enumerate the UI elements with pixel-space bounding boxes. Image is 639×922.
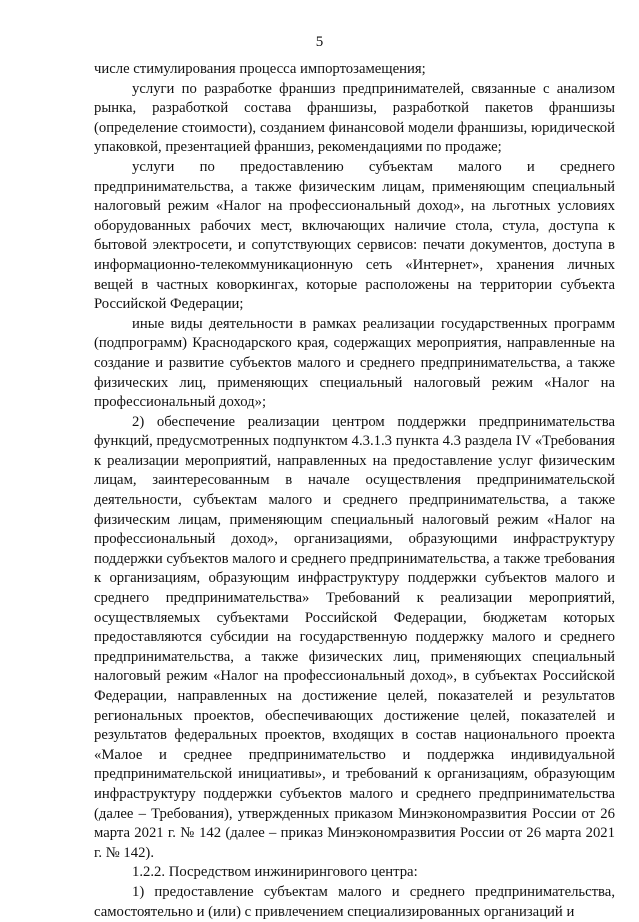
page-number: 5: [315, 34, 324, 50]
document-body: [94, 60, 615, 922]
paragraph: услуги по предоставлению субъектам малого и среднего предпринимательства, а также физическим лицам, применяющим специальный налоговый режим «Налог на профессиональный доход», на льготных условиях оборудованных рабочих мест, включающих наличие стола, стула, доступа к бытовой электросети, и сопутствующих сервисов: печати документов, доступа в информационно-телекоммуникационную сеть «Интернет», хранения личных вещей в частных коворкингах, которые расположены на территории субъекта Российской Федерации;: [94, 158, 615, 313]
paragraph: числе стимулирования процесса импортозамещения;: [94, 61, 426, 77]
paragraph: 1) предоставление субъектам малого и среднего предпринимательства, самостоятельно и (или) с привлечением специализированных организаций и: [94, 883, 615, 920]
paragraph: 2) обеспечение реализации центром поддержки предпринимательства функций, предусмотренных подпунктом 4.3.1.3 пункта 4.3 раздела IV «Требования к реализации мероприятий, направленных на предоставление услуг физическим лицам, заинтересованным в начале осуществления предпринимательской деятельности, субъектам малого и среднего предпринимательства, а также физическим лицам, применяющим специальный налоговый режим «Налог на профессиональный доход», организациями, образующими инфраструктуру поддержки субъектов малого и среднего предпринимательства, а также требования к организациям, образующим инфраструктуру поддержки субъектов малого и среднего предпринимательства» Требований к реализации мероприятий, осуществляемых субъектами Российской Федерации, бюджетам которых предоставляются субсидии на государственную поддержку малого и среднего предпринимательства, а также физических лиц, применяющих специальный налоговый режим «Налог на профессиональный доход», в субъектах Российской Федерации, направленных на достижение целей, показателей и результатов региональных проектов, обеспечивающих достижение целей, показателей и результатов федеральных проектов, входящих в состав национального проекта «Малое и среднее предпринимательство и поддержка индивидуальной предпринимательской инициативы», и требований к организациям, образующим инфраструктуру поддержки субъектов малого и среднего предпринимательства (далее – Требования), утвержденных приказом Минэкономразвития России от 26 марта 2021 г. № 142 (далее – приказ Минэкономразвития России от 26 марта 2021 г. № 142).: [94, 413, 615, 861]
paragraph: 1.2.2. Посредством инжинирингового центра:: [132, 864, 418, 881]
paragraph: услуги по разработке франшиз предпринимателей, связанные с анализом рынка, разработкой состава франшизы, разработкой пакетов франшизы (определение стоимости), созданием финансовой модели франшизы, юридической упаковкой, презентацией франшиз, рекомендациями по продаже;: [94, 80, 615, 156]
paragraph: иные виды деятельности в рамках реализации государственных программ (подпрограмм) Краснодарского края, содержащих мероприятия, направленные на создание и развитие субъектов малого и среднего предпринимательства, а также физических лиц, применяющих специальный налоговый режим «Налог на профессиональный доход»;: [94, 315, 615, 411]
